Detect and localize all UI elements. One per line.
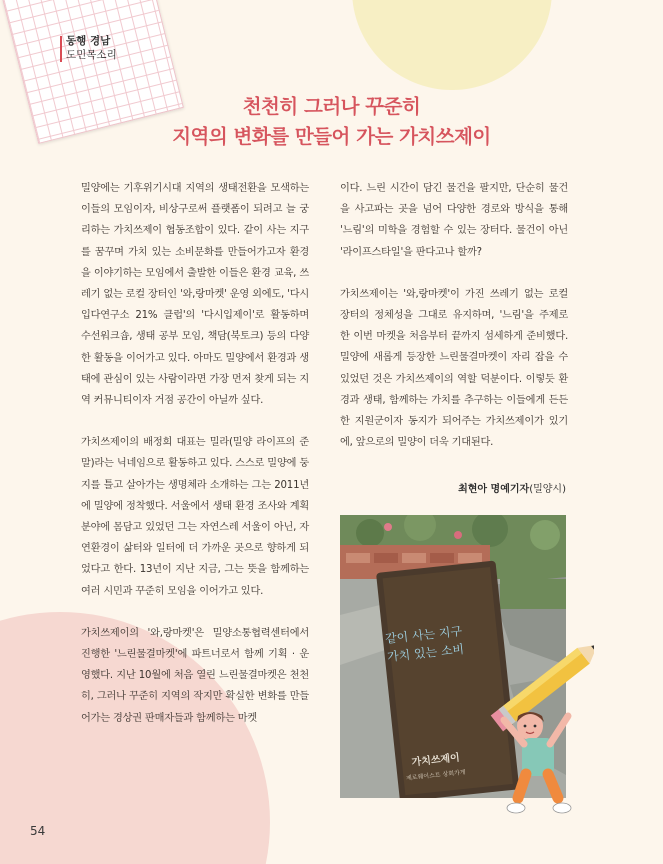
page-number: 54 <box>30 824 46 838</box>
body-column-left <box>81 178 309 750</box>
headline-line-2: 지역의 변화를 만들어 가는 가치쓰제이 <box>172 125 491 148</box>
article-headline <box>0 92 663 152</box>
headline-line-1: 천천히 그러나 꾸준히 <box>242 95 421 118</box>
body-column-right <box>340 178 568 474</box>
byline <box>340 480 566 495</box>
pencil-character-illustration <box>484 628 594 823</box>
paragraph: 밀양에는 기후위기시대 지역의 생태전환을 모색하는 이들의 모임이자, 비상구로써 플랫폼이 되려고 늘 궁리하는 가치쓰제이 협동조합이 있다. 같이 사는 지구를 꿈꾸며 가치 있는 소비문화를 만들어가고자 환경을 이야기하는 모임에서 출발한 이들은 환경 교육, 쓰레기 없는 로컬 장터인 '와,랑마켓' 운영 외에도, '다시입다연구소 21% 클럽'의 '다시입제이'로 활동하며 수선워크숍, 생태 공부 모임, 책담(북토크) 등의 다양한 활동을 이어가고 있다. 아마도 밀양에서 환경과 생태에 관심이 있는 사람이라면 가장 먼저 찾게 되는 지역 커뮤니티이자 거점 공간이 아닐까 싶다. <box>81 183 309 407</box>
section-label <box>66 34 117 62</box>
section-subtitle: 도민목소리 <box>66 49 117 61</box>
sign-brand: 가치쓰제이 <box>411 752 461 769</box>
paragraph: 가치쓰제이의 '와,랑마켓'은 밀양소통협력센터에서 진행한 '느린물결마켓'에 파트너로서 함께 기획 · 운영했다. 지난 10월에 처음 열린 느린물결마켓은 천천히, 그러나 꾸준히 지역의 작지만 확실한 변화를 만들어가는 경상권 판매자들과 함께하는 마켓 <box>81 627 309 724</box>
byline-region: (밀양시) <box>529 484 566 495</box>
sign-text-line-1: 같이 사는 지구 <box>384 624 463 647</box>
byline-name: 최현아 명예기자 <box>458 484 530 495</box>
paragraph: 이다. 느린 시간이 담긴 물건을 팔지만, 단순히 물건을 사고파는 곳을 넘어 다양한 경로와 방식을 통해 '느림'의 미학을 경험할 수 있는 장터다. 물건이 아닌 '라이프스타일'을 판다고나 할까? <box>340 183 568 258</box>
sign-text-line-2: 가치 있는 소비 <box>386 642 465 665</box>
paragraph: 가치쓰제이는 '와,랑마켓'이 가진 쓰레기 없는 로컬 장터의 정체성을 그대로 유지하며, '느림'을 주제로 한 이번 마켓을 처음부터 끝까지 섬세하게 준비했다. 밀양에 새롭게 등장한 느린물결마켓이 자리 잡을 수 있었던 것은 가치쓰제이의 역할 덕분이다. 이렇듯 환경과 생태, 함께하는 가치를 추구하는 이들에게 든든한 지원군이자 동지가 되어주는 가치쓰제이가 있기에, 앞으로의 밀양이 더욱 기대된다. <box>340 288 568 449</box>
paragraph: 가치쓰제이의 배정희 대표는 밀라(밀양 라이프의 준말)라는 닉네임으로 활동하고 있다. 스스로 밀양에 둥지를 틀고 살아가는 생명체라 소개하는 그는 2011년에 밀양에 정착했다. 서울에서 생태 환경 조사와 계획 분야에 몸담고 있었던 그는 자연스레 서울이 아닌, 자연환경이 삶터와 일터에 더 가까운 곳으로 향하게 되었다고 한다. 13년이 지난 지금, 그는 뜻을 함께하는 여러 시민과 꾸준히 모임을 이어가고 있다. <box>81 437 309 597</box>
decor-yellow-circle <box>352 0 552 90</box>
sign-brand-sub: 제로웨이스트 상회가게 <box>405 768 466 783</box>
section-title: 동행 경남 <box>66 35 111 47</box>
section-accent-bar <box>60 36 62 62</box>
